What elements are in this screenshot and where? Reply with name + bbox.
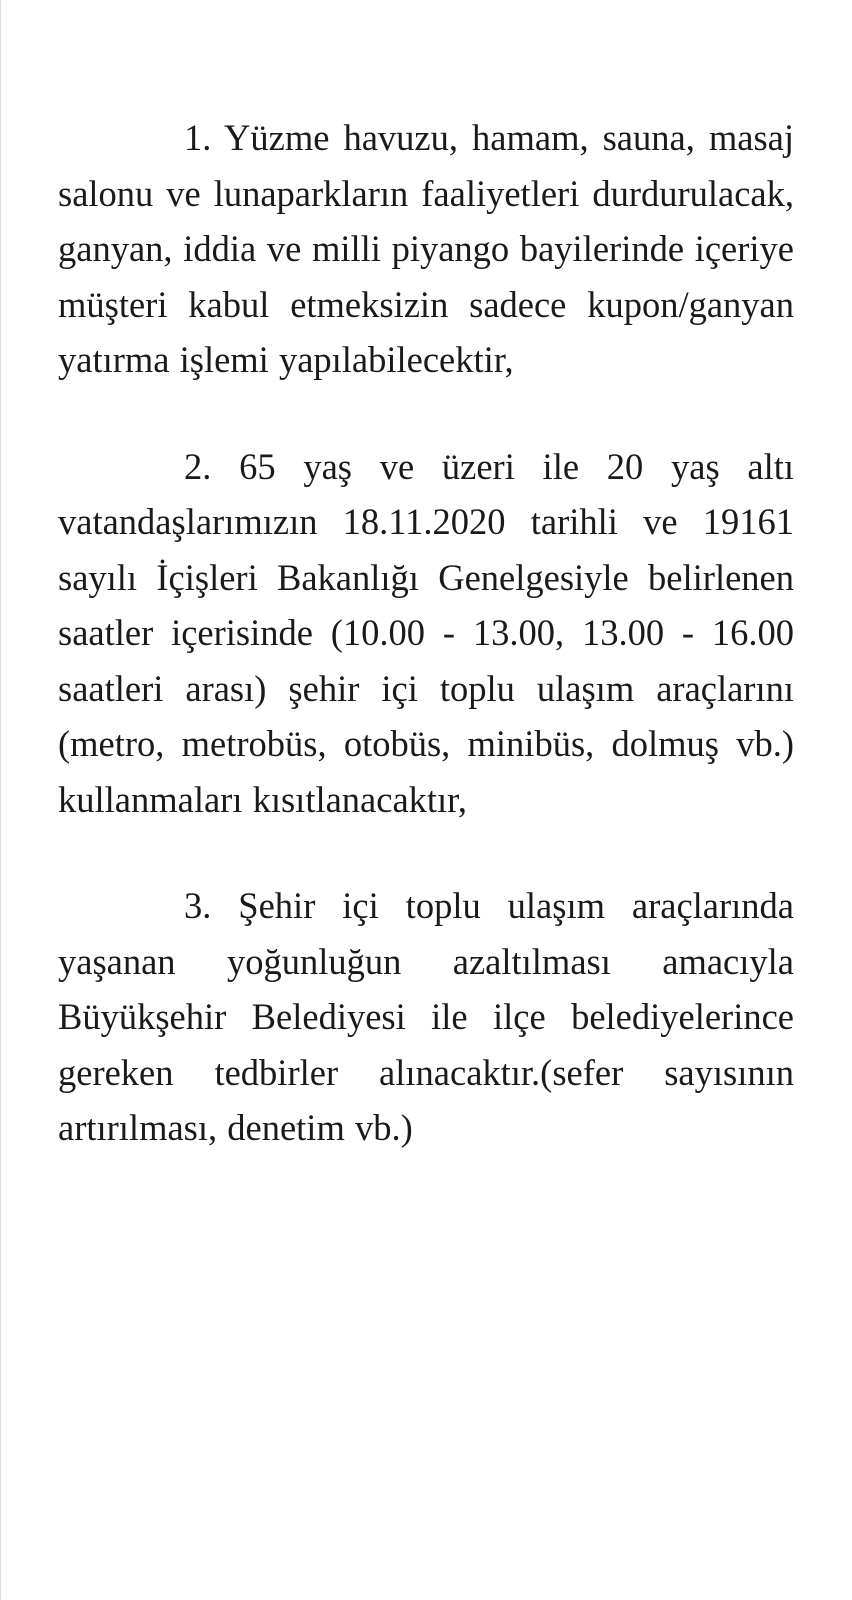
paragraph-item-2: 2. 65 yaş ve üzeri ile 20 yaş altı vatandaşlarımızın 18.11.2020 tarihli ve 19161 sayılı İçişleri Bakanlığı Genelgesiyle belirlenen saatler içerisinde (10.00 - 13.00, 13.00 - 16.00 saatleri arası) şehir içi toplu ulaşım araçlarını (metro, metrobüs, otobüs, minibüs, dolmuş vb.) kullanmaları kısıtlanacaktır, (58, 445, 794, 820)
document-body (58, 110, 794, 1156)
paragraph-item-3: 3. Şehir içi toplu ulaşım araçlarında yaşanan yoğunluğun azaltılması amacıyla Büyükşehir Belediyesi ile ilçe belediyelerince gereken tedbirler alınacaktır.(sefer sayısının artırılması, denetim vb.) (58, 885, 794, 1148)
paragraph-item-1: 1. Yüzme havuzu, hamam, sauna, masaj salonu ve lunaparkların faaliyetleri durdurulacak, ganyan, iddia ve milli piyango bayilerinde içeriye müşteri kabul etmeksizin sadece kupon/ganyan yatırma işlemi yapılabilecektir, (58, 117, 794, 380)
